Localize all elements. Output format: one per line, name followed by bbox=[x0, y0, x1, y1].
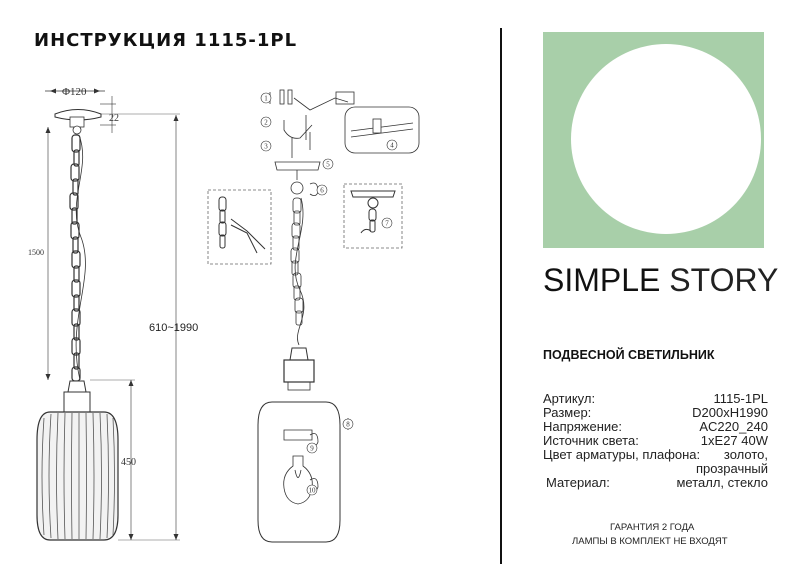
brand-name bbox=[543, 262, 778, 299]
spec-value: AC220_240 bbox=[699, 419, 768, 434]
spec-value: 1xE27 40W bbox=[700, 433, 768, 448]
bulbs-not-included-note: ЛАМПЫ В КОМПЛЕКТ НЕ ВХОДЯТ bbox=[572, 536, 728, 547]
step-8-marker: 8 bbox=[346, 420, 350, 429]
total-height-label: 610~1990 bbox=[149, 322, 199, 334]
spec-value: 1115-1PL bbox=[713, 391, 768, 406]
step-1-marker: 1 bbox=[264, 94, 268, 103]
logo-circle-icon bbox=[571, 44, 761, 234]
spec-label: Цвет арматуры, плафона: bbox=[543, 447, 701, 462]
spec-label: Источник света: bbox=[543, 433, 639, 448]
brand-logo bbox=[543, 32, 764, 248]
chain-length-label: 1500 bbox=[28, 248, 44, 257]
glass-shade-drawing bbox=[37, 412, 118, 540]
spec-value: D200xH1990 bbox=[692, 405, 768, 420]
step-5-marker: 5 bbox=[326, 160, 330, 169]
detail-pliers-drawing bbox=[207, 189, 272, 265]
vertical-divider bbox=[500, 28, 502, 564]
spec-value: металл, стекло bbox=[676, 475, 768, 490]
warranty-note: ГАРАНТИЯ 2 ГОДА bbox=[610, 522, 695, 533]
spec-label: Размер: bbox=[543, 405, 592, 420]
canopy-height-label: 22 bbox=[109, 113, 119, 124]
step-10-marker: 10 bbox=[308, 486, 316, 495]
step-9-marker: 9 bbox=[310, 444, 314, 453]
step-3-marker: 3 bbox=[264, 142, 268, 151]
document-title: ИНСТРУКЦИЯ 1115-1PL bbox=[34, 30, 298, 51]
step-2-marker: 2 bbox=[264, 118, 268, 127]
shade-height-label: 450 bbox=[121, 457, 136, 468]
spec-label: Материал: bbox=[546, 475, 610, 490]
step-6-marker: 6 bbox=[320, 186, 324, 195]
brand-name-part2: STORY bbox=[660, 262, 779, 298]
spec-value: золото, bbox=[723, 447, 768, 462]
product-type: ПОДВЕСНОЙ СВЕТИЛЬНИК bbox=[543, 348, 715, 362]
detail-hook-drawing bbox=[343, 183, 403, 249]
step-4-marker: 4 bbox=[390, 141, 394, 150]
spec-label: Артикул: bbox=[543, 391, 596, 406]
spec-label: Напряжение: bbox=[543, 419, 622, 434]
step-7-marker: 7 bbox=[385, 219, 389, 228]
canopy-diameter-label: Φ120 bbox=[62, 86, 87, 98]
spec-value: прозрачный bbox=[695, 461, 768, 476]
brand-name-part1: SIMPLE bbox=[543, 262, 661, 298]
detail-wiring-drawing bbox=[343, 105, 421, 155]
chain-drawing bbox=[70, 135, 80, 381]
